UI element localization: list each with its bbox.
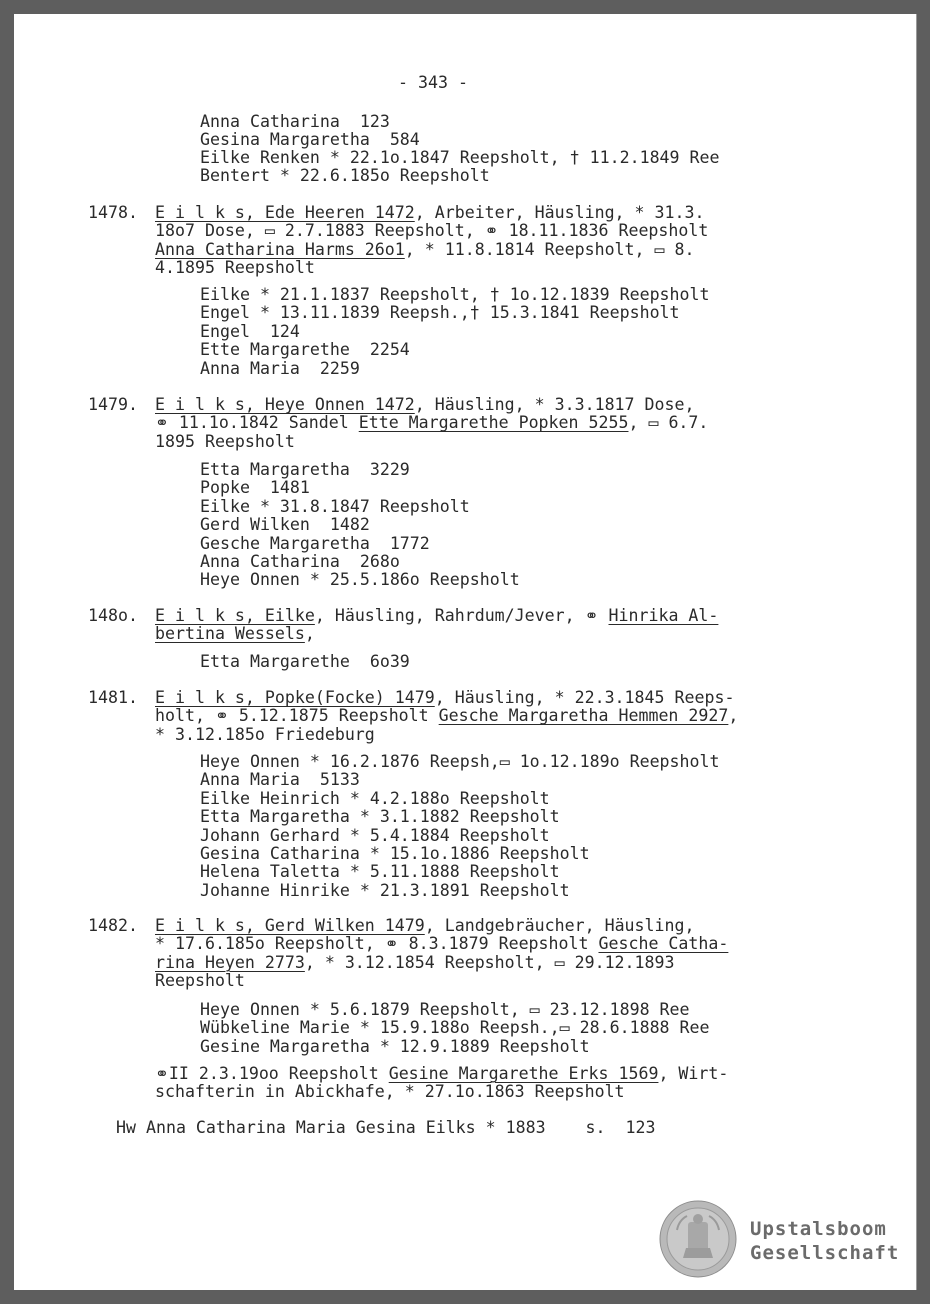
entry-head-line bbox=[155, 953, 675, 972]
entry-head-line bbox=[155, 606, 718, 625]
brand-line-2: Gesellschaft bbox=[750, 1242, 900, 1264]
underlined-spouse: Gesche Margaretha Hemmen 2927 bbox=[438, 706, 729, 726]
child-entry: Popke 1481 bbox=[200, 478, 310, 498]
head-text: holt, ⚭ 5.12.1875 Reepsholt bbox=[155, 706, 439, 726]
head-text: , ▭ 6.7. bbox=[628, 413, 709, 433]
intro-line: Gesina Margaretha 584 bbox=[200, 130, 420, 149]
child-entry: Gesina Catharina * 15.1o.1886 Reepsholt bbox=[200, 844, 590, 863]
entry-head-line bbox=[155, 971, 245, 990]
child-entry: Anna Maria 2259 bbox=[200, 358, 360, 378]
head-text: , * 11.8.1814 Reepsholt, ▭ 8. bbox=[404, 239, 695, 259]
entry-head-line bbox=[155, 203, 704, 222]
entry-head-line bbox=[155, 413, 708, 432]
underlined-name: E i l k s, Eilke bbox=[155, 606, 315, 625]
child-entry: Ette Margarethe 2254 bbox=[200, 340, 410, 360]
child-entry: Heye Onnen * 25.5.186o Reepsholt bbox=[200, 570, 520, 590]
entry-head-line bbox=[155, 221, 708, 240]
entry-number: 1478. bbox=[88, 203, 138, 222]
child-entry: Gesche Margaretha 1772 bbox=[200, 533, 430, 553]
entry-head-line bbox=[155, 1082, 625, 1101]
child-entry: Anna Maria 5133 bbox=[200, 770, 360, 790]
head-text: ⚭ 11.1o.1842 Sandel bbox=[155, 413, 359, 433]
head-text: , Wirt- bbox=[658, 1064, 729, 1083]
head-text: , Häusling, * 3.3.1817 Dose, bbox=[414, 395, 695, 414]
underlined-name: E i l k s, Popke(Focke) 1479 bbox=[155, 688, 435, 707]
entry-head-line bbox=[155, 916, 695, 935]
child-entry: Johann Gerhard * 5.4.1884 Reepsholt bbox=[200, 825, 550, 845]
child-entry: Engel 124 bbox=[200, 321, 300, 341]
child-entry: Heye Onnen * 5.6.1879 Reepsholt, ▭ 23.12.1898 Ree bbox=[200, 1000, 690, 1019]
entry-head-line bbox=[155, 432, 295, 451]
entry-number: 148o. bbox=[88, 606, 138, 625]
child-entry: Helena Taletta * 5.11.1888 Reepsholt bbox=[200, 862, 560, 882]
head-text: , Arbeiter, Häusling, * 31.3. bbox=[414, 203, 705, 222]
child-entry: Wübkeline Marie * 15.9.188o Reepsh.,▭ 28.6.1888 Ree bbox=[200, 1018, 710, 1038]
footer-note: Hw Anna Catharina Maria Gesina Eilks * 1883 s. 123 bbox=[116, 1118, 656, 1137]
child-entry: Anna Catharina 268o bbox=[200, 552, 400, 571]
underlined-spouse: Ette Margarethe Popken 5255 bbox=[358, 413, 629, 433]
child-entry: Etta Margaretha 3229 bbox=[200, 460, 410, 479]
child-entry: Johanne Hinrike * 21.3.1891 Reepsholt bbox=[200, 880, 570, 900]
head-text: * 17.6.185o Reepsholt, ⚭ 8.3.1879 Reepsholt bbox=[155, 934, 599, 954]
head-text: , Landgebräucher, Häusling, bbox=[424, 916, 695, 935]
underlined-spouse: Gesine Margarethe Erks 1569 bbox=[388, 1064, 659, 1083]
child-entry: Etta Margaretha * 3.1.1882 Reepsholt bbox=[200, 807, 560, 827]
child-entry: Eilke Heinrich * 4.2.188o Reepsholt bbox=[200, 788, 550, 808]
intro-line: Eilke Renken * 22.1o.1847 Reepsholt, † 11.2.1849 Ree bbox=[200, 148, 720, 167]
head-text: , * 3.12.1854 Reepsholt, ▭ 29.12.1893 bbox=[304, 952, 675, 972]
head-text: Reepsholt bbox=[155, 971, 245, 991]
document-page bbox=[14, 14, 917, 1290]
underlined-name: E i l k s, Ede Heeren 1472 bbox=[155, 203, 415, 222]
child-entry: Eilke * 21.1.1837 Reepsholt, † 1o.12.1839 Reepsholt bbox=[200, 285, 710, 304]
brand-line-1: Upstalsboom bbox=[750, 1218, 887, 1240]
entry-head-line bbox=[155, 395, 694, 414]
head-text: * 3.12.185o Friedeburg bbox=[155, 724, 375, 744]
underlined-name: Anna Catharina Harms 26o1 bbox=[155, 239, 405, 259]
head-text: 1895 Reepsholt bbox=[155, 431, 295, 451]
entry-head-line bbox=[155, 1064, 728, 1083]
entry-head-line bbox=[155, 934, 728, 953]
child-entry: Eilke * 31.8.1847 Reepsholt bbox=[200, 496, 470, 516]
child-entry: Etta Margarethe 6o39 bbox=[200, 652, 410, 671]
underlined-name: E i l k s, Heye Onnen 1472 bbox=[155, 395, 415, 414]
child-entry: Engel * 13.11.1839 Reepsh.,† 15.3.1841 Reepsholt bbox=[200, 303, 680, 323]
underlined-name: rina Heyen 2773 bbox=[155, 952, 305, 972]
entry-head-line bbox=[155, 706, 738, 725]
head-text: , Häusling, * 22.3.1845 Reeps- bbox=[434, 688, 735, 707]
head-text: schafterin in Abickhafe, * 27.1o.1863 Reepsholt bbox=[155, 1082, 625, 1102]
intro-line: Anna Catharina 123 bbox=[200, 112, 390, 131]
underlined-spouse: Gesche Catha- bbox=[598, 934, 729, 954]
page-number: - 343 - bbox=[398, 73, 468, 92]
entry-head-line bbox=[155, 725, 375, 744]
head-text: 18o7 Dose, ▭ 2.7.1883 Reepsholt, ⚭ 18.11.1836 Reepsholt bbox=[155, 221, 709, 241]
child-entry: Heye Onnen * 16.2.1876 Reepsh,▭ 1o.12.189o Reepsholt bbox=[200, 752, 720, 771]
entry-number: 1479. bbox=[88, 395, 138, 414]
head-text: , bbox=[728, 706, 739, 726]
entry-head-line bbox=[155, 624, 315, 643]
child-entry: Gerd Wilken 1482 bbox=[200, 515, 370, 535]
head-text: ⚭II 2.3.19oo Reepsholt bbox=[155, 1064, 389, 1083]
seal-emblem-icon bbox=[659, 1200, 737, 1278]
underlined-name: bertina Wessels bbox=[155, 624, 305, 644]
underlined-spouse: Hinrika Al- bbox=[608, 606, 719, 625]
intro-line: Bentert * 22.6.185o Reepsholt bbox=[200, 166, 490, 185]
head-text: , bbox=[304, 624, 315, 644]
brand-name bbox=[750, 1217, 899, 1265]
head-text: 4.1895 Reepsholt bbox=[155, 258, 315, 278]
entry-number: 1481. bbox=[88, 688, 138, 707]
entry-head-line bbox=[155, 240, 694, 259]
entry-number: 1482. bbox=[88, 916, 138, 935]
child-entry: Gesine Margaretha * 12.9.1889 Reepsholt bbox=[200, 1036, 590, 1056]
entry-head-line bbox=[155, 258, 315, 277]
head-text: , Häusling, Rahrdum/Jever, ⚭ bbox=[314, 606, 609, 625]
underlined-name: E i l k s, Gerd Wilken 1479 bbox=[155, 916, 425, 935]
entry-head-line bbox=[155, 688, 734, 707]
